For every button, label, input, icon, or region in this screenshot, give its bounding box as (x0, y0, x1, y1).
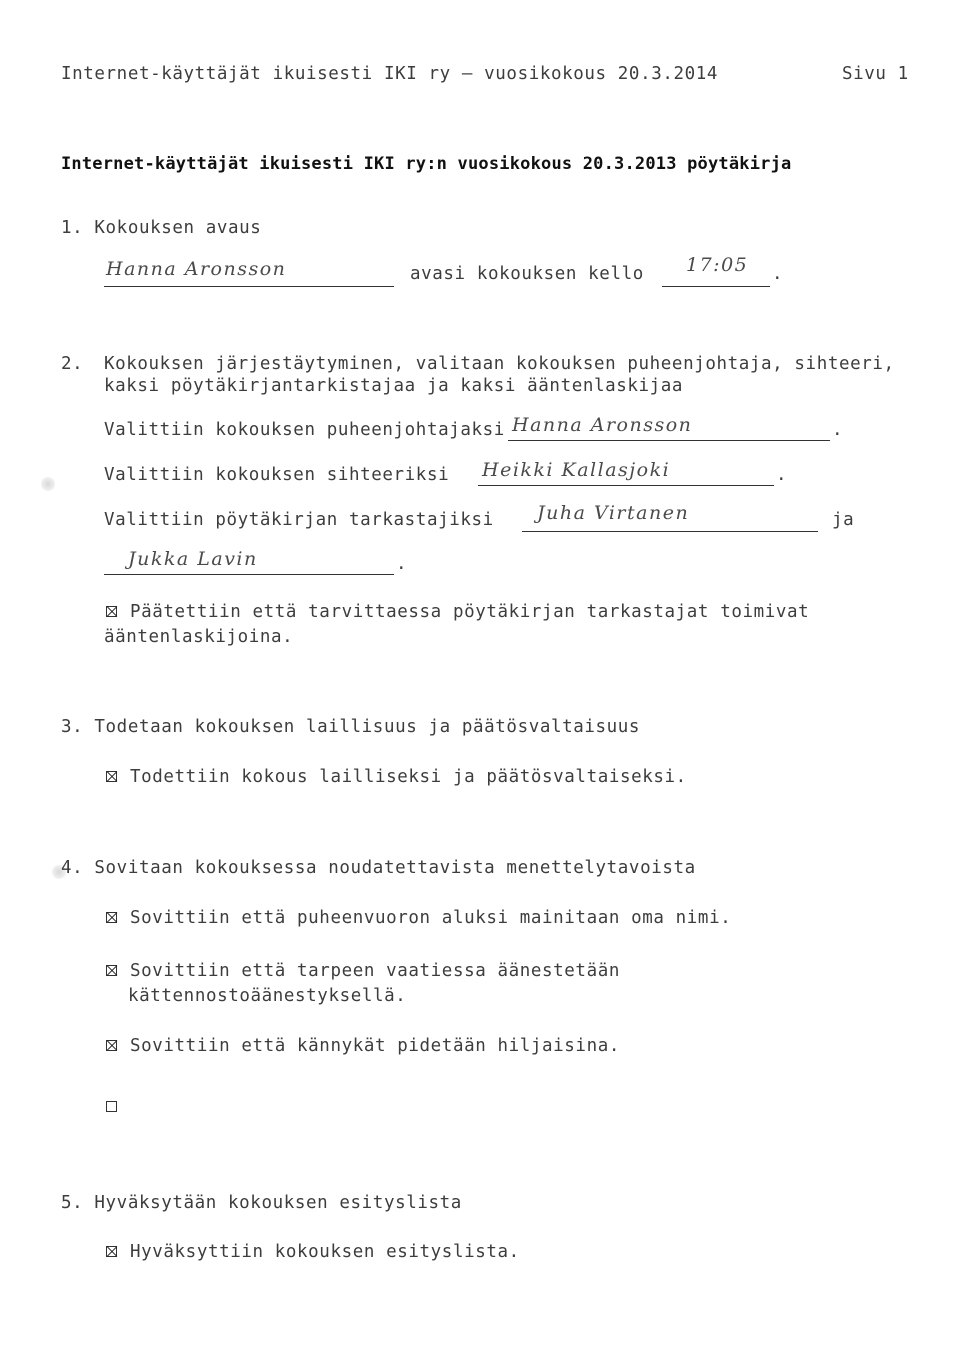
checker-2-line (104, 574, 394, 575)
checkbox-agenda-approved[interactable] (106, 1246, 117, 1257)
agenda-approved-text: Hyväksyttiin kokouksen esityslista. (130, 1242, 520, 1262)
checkers-as-counters-text-line2: ääntenlaskijoina. (104, 627, 294, 647)
secretary-line (478, 485, 774, 486)
page-number: Sivu 1 (842, 64, 909, 84)
chair-line (508, 440, 830, 441)
secretary-period: . (776, 465, 788, 485)
checkbox-checkers-as-counters[interactable] (106, 606, 117, 617)
hand-vote-text-line2: kättennostoäänestyksellä. (128, 986, 407, 1006)
checkers-as-counters-text-line1: Päätettiin että tarvittaessa pöytäkirjan tarkastajat toimivat (130, 602, 810, 622)
chair-label: Valittiin kokouksen puheenjohtajaksi (104, 420, 505, 440)
checkers-and: ja (832, 510, 855, 530)
secretary-handwriting: Heikki Kallasjoki (482, 459, 671, 481)
punch-hole-mark (41, 477, 55, 491)
checkbox-hand-vote[interactable] (106, 965, 117, 976)
opener-signature-line (104, 286, 394, 287)
document-title: Internet-käyttäjät ikuisesti IKI ry:n vuosikokous 20.3.2013 pöytäkirja (61, 154, 792, 174)
checkbox-meeting-lawful[interactable] (106, 771, 117, 782)
page-header-title: Internet-käyttäjät ikuisesti IKI ry — vuosikokous 20.3.2014 (61, 64, 719, 84)
section-2-number: 2. (61, 354, 84, 374)
opening-time-handwriting: 17:05 (686, 254, 749, 276)
checker-1-handwriting: Juha Virtanen (537, 502, 690, 524)
state-name-text: Sovittiin että puheenvuoron aluksi mainitaan oma nimi. (130, 908, 732, 928)
meeting-lawful-text: Todettiin kokous lailliseksi ja päätösvaltaiseksi. (130, 767, 687, 787)
section-3-heading: 3. Todetaan kokouksen laillisuus ja päätösvaltaisuus (61, 717, 641, 737)
checker-1-line (522, 531, 818, 532)
phones-silent-text: Sovittiin että kännykät pidetään hiljaisina. (130, 1036, 620, 1056)
opening-time-line (662, 286, 770, 287)
section-4-heading: 4. Sovitaan kokouksessa noudatettavista menettelytavoista (61, 858, 696, 878)
checkers-label: Valittiin pöytäkirjan tarkastajiksi (104, 510, 494, 530)
chair-period: . (832, 420, 844, 440)
hand-vote-text-line1: Sovittiin että tarpeen vaatiessa äänestetään (130, 961, 620, 981)
checker-2-handwriting: Jukka Lavin (128, 548, 258, 570)
checkbox-empty[interactable] (106, 1101, 117, 1112)
checkbox-phones-silent[interactable] (106, 1040, 117, 1051)
section-2-heading-line2: kaksi pöytäkirjantarkistajaa ja kaksi ääntenlaskijaa (104, 376, 684, 396)
opening-time-period: . (772, 264, 784, 284)
section-1-heading: 1. Kokouksen avaus (61, 218, 262, 238)
opened-meeting-text: avasi kokouksen kello (410, 264, 644, 284)
meeting-opener-handwriting: Hanna Aronsson (106, 258, 287, 280)
section-5-heading: 5. Hyväksytään kokouksen esityslista (61, 1193, 462, 1213)
checker-2-period: . (396, 554, 408, 574)
section-2-heading-line1: Kokouksen järjestäytyminen, valitaan kokouksen puheenjohtaja, sihteeri, (104, 354, 895, 374)
checkbox-state-name[interactable] (106, 912, 117, 923)
chair-handwriting: Hanna Aronsson (512, 414, 693, 436)
secretary-label: Valittiin kokouksen sihteeriksi (104, 465, 450, 485)
